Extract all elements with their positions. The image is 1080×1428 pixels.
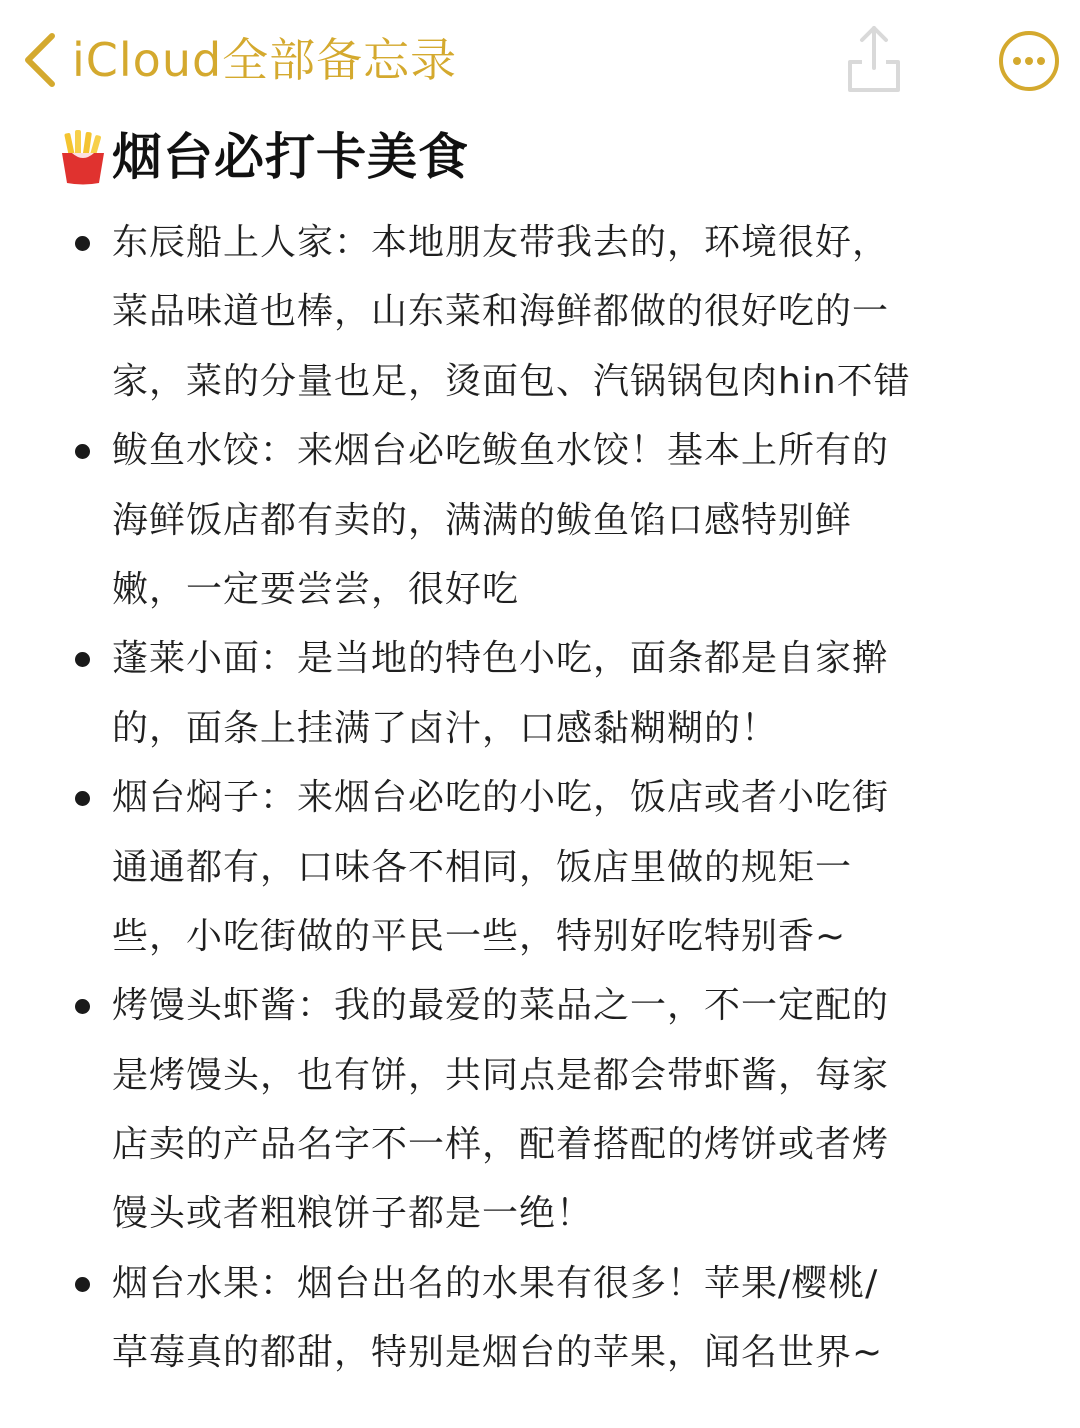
list-item-text: 家，菜的分量也足，烫面包、汽锅锅包肉hin不错 [112,360,911,402]
list-item-text: 的，面条上挂满了卤汁，口感黏糊糊的！ [112,707,779,749]
list-item [0,416,1080,624]
list-item-text: 通通都有，口味各不相同，饭店里做的规矩一 [112,846,853,888]
chevron-left-icon [22,30,56,90]
bullet-icon [75,1277,90,1292]
list-item [0,971,1080,1249]
more-icon [998,30,1060,92]
list-item-text: 烟台水果：烟台出名的水果有很多！苹果/樱桃/ [112,1262,879,1304]
list-item-text: 馒头或者粗粮饼子都是一绝！ [112,1193,594,1235]
food-list [0,208,1080,1388]
bullet-icon [75,999,90,1014]
note-title: 烟台必打卡美食 [112,128,469,186]
more-options-button[interactable] [998,30,1060,92]
navigation-bar [0,0,1080,120]
list-item-text: 是烤馒头，也有饼，共同点是都会带虾酱，每家 [112,1054,890,1096]
list-item [0,1249,1080,1388]
bullet-icon [75,444,90,459]
french-fries-icon [58,129,108,185]
back-label: iCloud全部备忘录 [72,33,458,87]
bullet-icon [75,236,90,251]
bullet-icon [75,652,90,667]
list-item-text: 烤馒头虾酱：我的最爱的菜品之一，不一定配的 [112,985,890,1027]
list-item-text: 东辰船上人家：本地朋友带我去的，环境很好， [112,222,890,263]
list-item-text: 烟台焖子：来烟台必吃的小吃，饭店或者小吃街 [112,777,890,819]
list-item-text: 菜品味道也棒，山东菜和海鲜都做的很好吃的一 [112,291,890,333]
list-item-text: 草莓真的都甜，特别是烟台的苹果，闻名世界~ [112,1332,884,1374]
note-title-row [58,124,469,190]
bullet-icon [75,791,90,806]
list-item-text: 些，小吃街做的平民一些，特别好吃特别香~ [112,915,847,957]
list-item-text: 嫩，一定要尝尝，很好吃 [112,568,520,610]
share-icon [842,22,906,94]
list-item-text: 鲅鱼水饺：来烟台必吃鲅鱼水饺！基本上所有的 [112,430,890,472]
list-item-text: 蓬莱小面：是当地的特色小吃，面条都是自家擀 [112,638,890,680]
list-item [0,763,1080,971]
list-item [0,624,1080,763]
back-button[interactable] [22,28,457,92]
list-item-text: 店卖的产品名字不一样，配着搭配的烤饼或者烤 [112,1124,890,1166]
list-item [0,208,1080,416]
list-item-text: 海鲜饭店都有卖的，满满的鲅鱼馅口感特别鲜 [112,499,853,541]
share-button[interactable] [842,22,906,94]
